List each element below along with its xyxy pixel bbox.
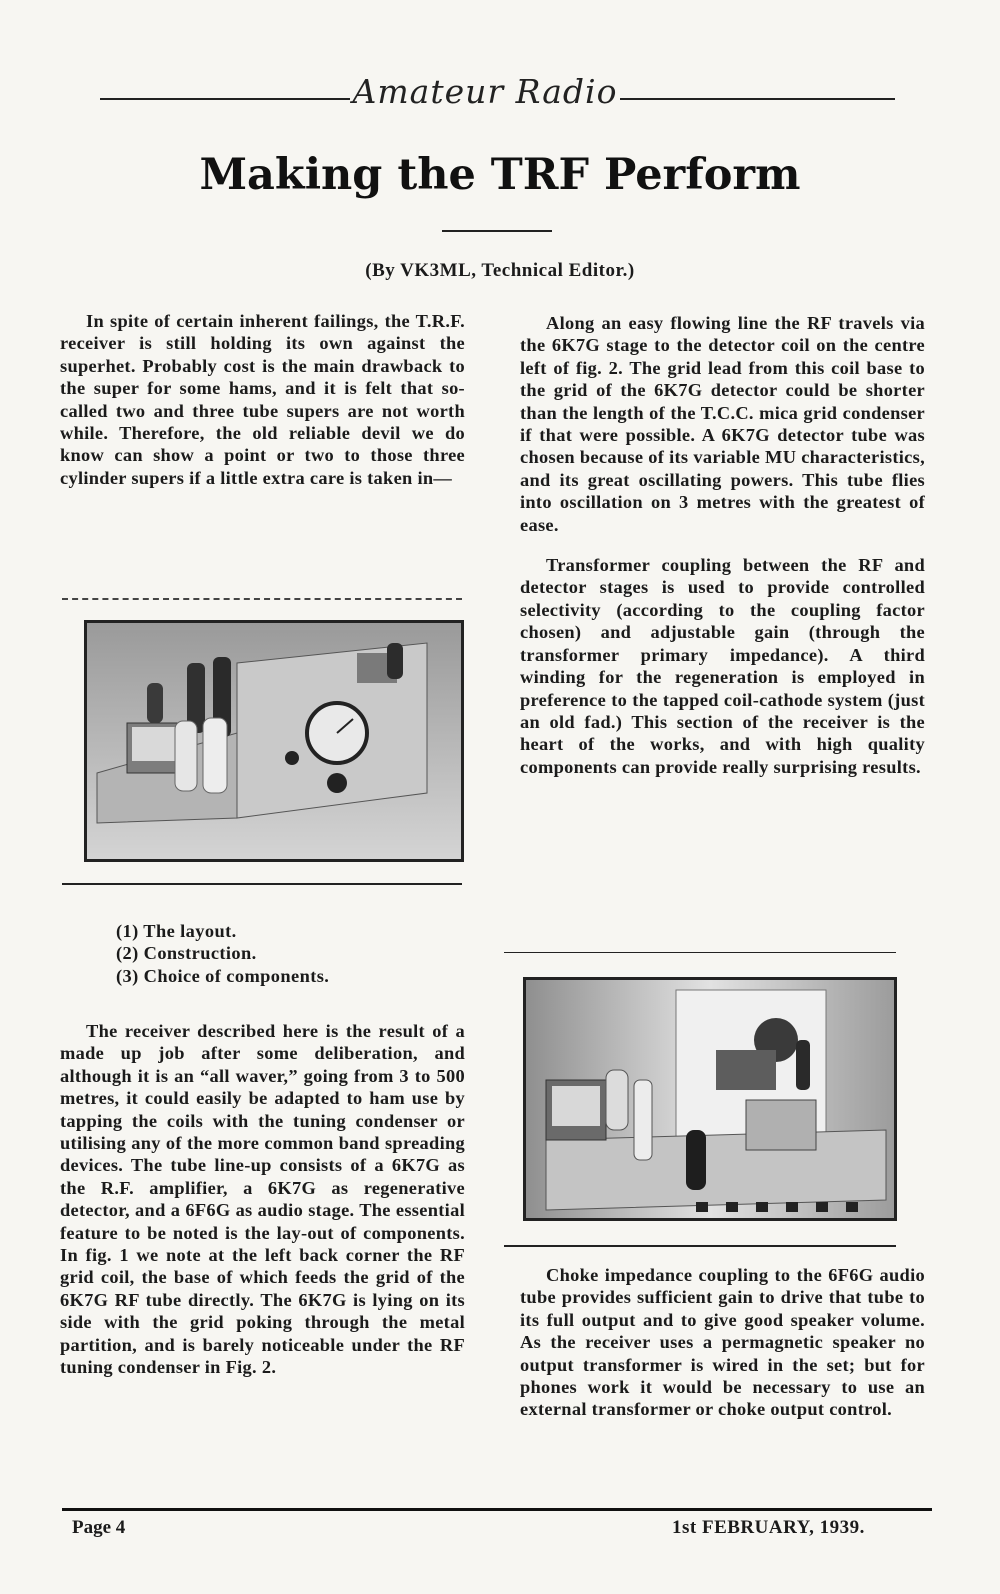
list-item: (1) The layout. — [116, 921, 237, 941]
left-column-body — [60, 1020, 465, 1379]
masthead-rule-right — [620, 98, 895, 100]
page-number: Page 4 — [72, 1517, 126, 1538]
article-title: Making the TRF Perform — [199, 150, 801, 200]
left-column-intro — [60, 310, 465, 489]
masthead — [100, 72, 895, 122]
right-column-top — [520, 312, 925, 778]
footer-rule — [62, 1508, 932, 1511]
receiver-photo-fig2 — [523, 977, 897, 1221]
intro-paragraph: In spite of certain inherent failings, the T.R.F. receiver is still holding its own against the superhet. Probably cost is the main drawback to the super for some hams, and it is felt that so-called two and three tube supers are not worth while. Therefore, the old reliable devil we do know can show a point or two to those three cylinder supers if a little extra care is taken in— — [60, 311, 465, 488]
right-column-bottom — [520, 1264, 925, 1421]
photo2-rule-top — [504, 952, 896, 953]
photo-rule-bottom — [62, 883, 462, 885]
masthead-logo: Amateur Radio — [352, 72, 618, 111]
masthead-rule-left — [100, 98, 350, 100]
choke-coupling-paragraph: Choke impedance coupling to the 6F6G audio tube provides sufficient gain to drive that tube to its full output and to give good speaker volume. As the receiver uses a permagnetic speaker no output transformer is wired in the set; but for phones work it would be necessary to use an external transformer or choke output control. — [520, 1265, 925, 1420]
list-item: (3) Choice of components. — [116, 965, 330, 986]
transformer-coupling-paragraph: Transformer coupling between the RF and detector stages is used to provide controlled selectivity (according to the coupling factor chosen) and adjustable gain (through the transformer primary impedance). A third winding for the regeneration is employed in preference to the tapped coil-cathode system (just an old fad.) This section of the receiver is the heart of the works, and with high quality components can provide really surprising results. — [520, 555, 925, 777]
photo-rule-top — [62, 598, 462, 600]
rf-path-paragraph: Along an easy flowing line the RF travels via the 6K7G stage to the detector coil on the centre left of fig. 2. The grid lead from this coil base to the grid of the 6K7G detector could be shorter than the length of the T.C.C. mica grid condenser if that were possible. A 6K7G detector tube was chosen because of its variable MU characteristics, and its great oscillating powers. This tube flies into oscillation on 3 metres with the greatest of ease. — [520, 313, 925, 535]
receiver-photo-fig2-image — [526, 980, 894, 1218]
issue-date: 1st FEBRUARY, 1939. — [672, 1517, 865, 1538]
body-paragraph: The receiver described here is the result of a made up job after some deliberation, and although it is an “all waver,” going from 3 to 500 metres, it could easily be adapted to ham use by tapping the coils with the tuning condenser or utilising any of the more common band spreading devices. The tube line-up consists of a 6K7G as the R.F. amplifier, a 6K7G as regenerative detector, and a 6F6G as audio stage. The essential feature to be noted is the lay-out of components. In fig. 1 we note at the left back corner the RF grid coil, the base of which feeds the grid of the 6K7G RF tube directly. The 6K7G is lying on its side with the grid poking through the metal partition, and is barely noticeable under the RF tuning condenser in Fig. 2. — [60, 1021, 465, 1378]
photo2-rule-bottom — [504, 1245, 896, 1247]
construction-list — [116, 920, 496, 987]
list-item: (2) Construction. — [116, 943, 257, 964]
article-byline: (By VK3ML, Technical Editor.) — [365, 260, 635, 281]
receiver-photo-fig1-image — [87, 623, 461, 859]
title-rule — [442, 230, 552, 232]
receiver-photo-fig1 — [84, 620, 464, 862]
